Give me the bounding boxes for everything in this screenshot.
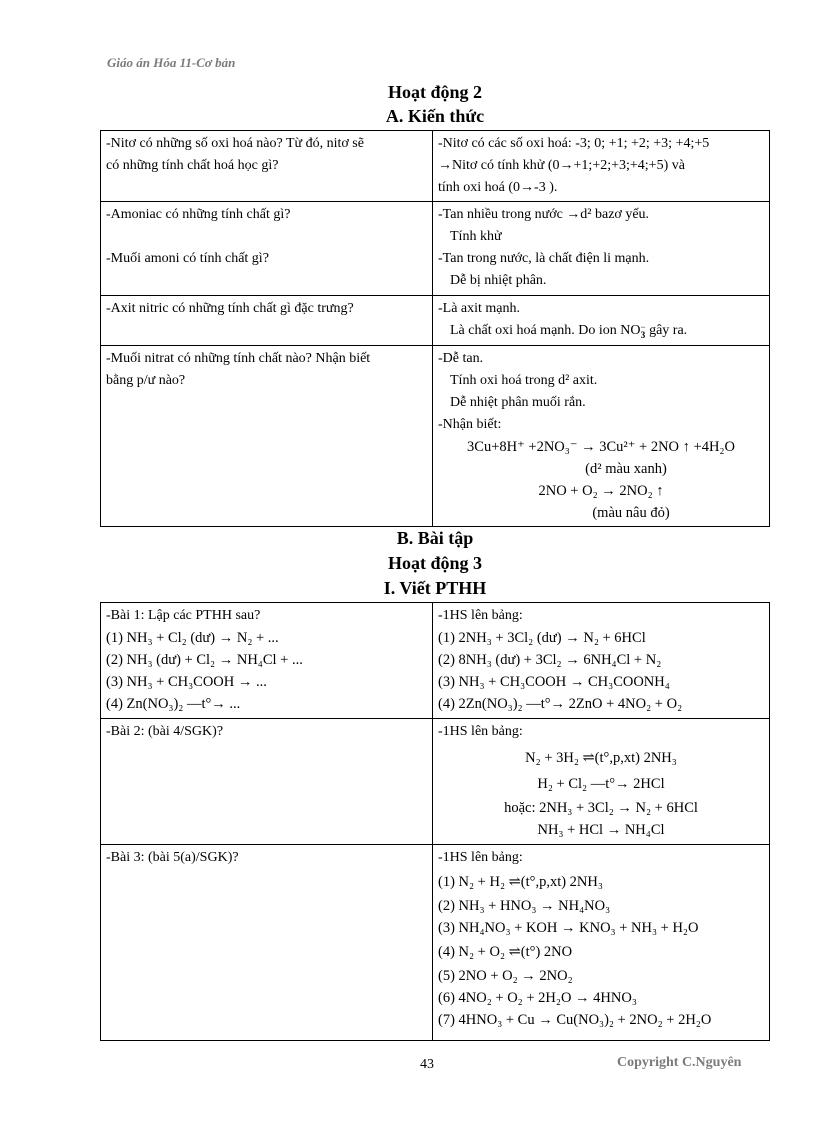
table-row bbox=[101, 202, 770, 296]
exercise-table bbox=[100, 602, 770, 1041]
answer-cell bbox=[433, 719, 770, 845]
answer-cell bbox=[433, 346, 770, 527]
question-cell bbox=[101, 603, 433, 719]
question-cell bbox=[101, 296, 433, 346]
subsection-heading: I. Viết PTHH bbox=[383, 578, 487, 598]
equation: (1) NH₃ + Cl₂ (dư) → N₂ + ... bbox=[106, 630, 279, 646]
text-line: -Dễ tan. bbox=[438, 351, 484, 366]
activity-heading: Hoạt động 2 bbox=[387, 82, 483, 102]
text-line: -Muối amoni có tính chất gì? bbox=[106, 251, 269, 266]
question-cell bbox=[101, 131, 433, 202]
section-heading: A. Kiến thức bbox=[385, 106, 485, 126]
table-row bbox=[101, 131, 770, 202]
text-fragment: Là chất oxi hoá mạnh. Do ion NO bbox=[450, 323, 641, 338]
charge-superscript: − bbox=[640, 321, 646, 332]
activity-heading: Hoạt động 3 bbox=[387, 553, 483, 573]
table-row bbox=[101, 296, 770, 346]
text-line: có những tính chất hoá học gì? bbox=[106, 158, 279, 173]
text-line: Dễ bị nhiệt phân. bbox=[450, 273, 547, 288]
text-line: →Nitơ có tính khử (0→+1;+2;+3;+4;+5) và bbox=[438, 158, 685, 173]
text-line: -1HS lên bảng: bbox=[438, 724, 523, 739]
text-line: -Nhận biết: bbox=[438, 417, 502, 432]
text-line: -1HS lên bảng: bbox=[438, 608, 523, 623]
text-line: -Nitơ có các số oxi hoá: -3; 0; +1; +2; +3; +4;+5 bbox=[438, 136, 710, 151]
index-subscript: 3 bbox=[640, 329, 646, 340]
equation: NH₃ + HCl → NH₄Cl bbox=[537, 822, 665, 838]
equation: (3) NH₃ + CH₃COOH → ... bbox=[106, 674, 267, 690]
question-cell bbox=[101, 202, 433, 296]
text-line: -Bài 3: (bài 5(a)/SGK)? bbox=[106, 850, 239, 865]
note: (d² màu xanh) bbox=[585, 461, 667, 477]
equation: (1) N₂ + H₂ ⇌(t°,p,xt) 2NH₃ bbox=[438, 874, 603, 890]
equation: (4) 2Zn(NO₃)₂ —t°→ 2ZnO + 4NO₂ + O₂ bbox=[438, 696, 683, 712]
answer-cell bbox=[433, 845, 770, 1041]
text-line: -Axit nitric có những tính chất gì đặc trưng? bbox=[106, 301, 354, 316]
equation: N₂ + 3H₂ ⇌(t°,p,xt) 2NH₃ bbox=[525, 750, 677, 766]
table-row bbox=[101, 845, 770, 1041]
knowledge-table bbox=[100, 130, 770, 527]
equation: (3) NH₄NO₃ + KOH → KNO₃ + NH₃ + H₂O bbox=[438, 920, 699, 936]
equation: 2NO + O₂ → 2NO₂ ↑ bbox=[538, 483, 664, 499]
text-line: -Amoniac có những tính chất gì? bbox=[106, 207, 291, 222]
text-line: -Bài 2: (bài 4/SGK)? bbox=[106, 724, 224, 739]
section-heading: B. Bài tập bbox=[396, 528, 474, 548]
table-row bbox=[101, 346, 770, 527]
equation: H₂ + Cl₂ —t°→ 2HCl bbox=[537, 776, 665, 792]
question-cell bbox=[101, 346, 433, 527]
text-line: -Nitơ có những số oxi hoá nào? Từ đó, nitơ sẽ bbox=[106, 136, 364, 151]
text-line: bằng p/ư nào? bbox=[106, 373, 186, 388]
text-line: Tính oxi hoá trong d² axit. bbox=[450, 373, 598, 388]
text-line: -Tan trong nước, là chất điện li mạnh. bbox=[438, 251, 650, 266]
table-row bbox=[101, 719, 770, 845]
equation: (2) NH₃ + HNO₃ → NH₄NO₃ bbox=[438, 898, 611, 914]
answer-cell bbox=[433, 603, 770, 719]
note: (màu nâu đỏ) bbox=[592, 505, 670, 521]
text-line: tính oxi hoá (0→-3 ). bbox=[438, 180, 558, 195]
answer-cell bbox=[433, 202, 770, 296]
text-line: -Bài 1: Lập các PTHH sau? bbox=[106, 608, 261, 623]
equation: (3) NH₃ + CH₃COOH → CH₃COONH₄ bbox=[438, 674, 670, 690]
text-line: Tính khử bbox=[450, 229, 502, 244]
equation: (7) 4HNO₃ + Cu → Cu(NO₃)₂ + 2NO₂ + 2H₂O bbox=[438, 1012, 712, 1028]
copyright: Copyright C.Nguyên bbox=[617, 1055, 742, 1070]
equation: (1) 2NH₃ + 3Cl₂ (dư) → N₂ + 6HCl bbox=[438, 630, 646, 646]
equation: hoặc: 2NH₃ + 3Cl₂ → N₂ + 6HCl bbox=[504, 800, 698, 816]
equation: (4) Zn(NO₃)₂ —t°→ ... bbox=[106, 696, 241, 712]
question-cell bbox=[101, 845, 433, 1041]
page-number: 43 bbox=[420, 1057, 434, 1072]
answer-cell bbox=[433, 131, 770, 202]
question-cell bbox=[101, 719, 433, 845]
text-line: Dễ nhiệt phân muối rắn. bbox=[450, 395, 586, 410]
text-fragment: gây ra. bbox=[645, 323, 688, 338]
table-row bbox=[101, 603, 770, 719]
equation: (5) 2NO + O₂ → 2NO₂ bbox=[438, 968, 573, 984]
text-line bbox=[438, 320, 764, 342]
text-line: -Là axit mạnh. bbox=[438, 301, 521, 316]
equation: 3Cu+8H⁺ +2NO₃⁻ → 3Cu²⁺ + 2NO ↑ +4H₂O bbox=[467, 439, 735, 455]
answer-cell bbox=[433, 296, 770, 346]
text-line: -1HS lên bảng: bbox=[438, 850, 523, 865]
equation: (4) N₂ + O₂ ⇌(t°) 2NO bbox=[438, 944, 573, 960]
equation: (6) 4NO₂ + O₂ + 2H₂O → 4HNO₃ bbox=[438, 990, 637, 1006]
document-header: Giáo án Hóa 11-Cơ bản bbox=[107, 55, 236, 70]
equation: (2) 8NH₃ (dư) + 3Cl₂ → 6NH₄Cl + N₂ bbox=[438, 652, 662, 668]
text-line: -Tan nhiều trong nước →d² bazơ yếu. bbox=[438, 207, 650, 222]
text-line: -Muối nitrat có những tính chất nào? Nhận biết bbox=[106, 351, 371, 366]
equation: (2) NH₃ (dư) + Cl₂ → NH₄Cl + ... bbox=[106, 652, 303, 668]
